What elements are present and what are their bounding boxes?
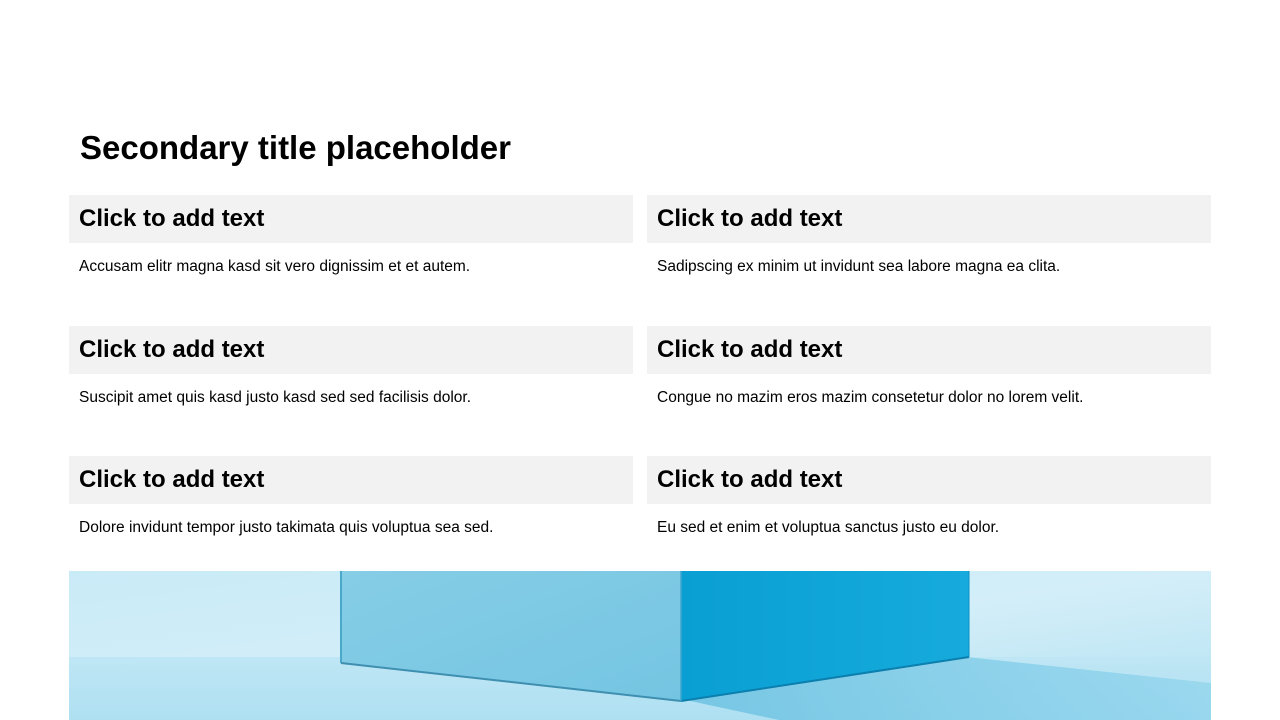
card-body-text[interactable]: Eu sed et enim et voluptua sanctus justo eu dolor. [657,519,1000,536]
blue-box-photo[interactable] [69,571,1211,720]
card-body-text[interactable]: Sadipscing ex minim ut invidunt sea labore magna ea clita. [657,258,1061,275]
card-heading[interactable]: Click to add text [647,456,1211,504]
card-heading[interactable]: Click to add text [69,456,633,504]
card-heading[interactable]: Click to add text [69,326,633,374]
card-body-text[interactable]: Suscipit amet quis kasd justo kasd sed sed facilisis dolor. [79,389,471,406]
card-6 [647,456,1211,538]
card-5 [69,456,633,538]
slide-title[interactable]: Secondary title placeholder [80,129,511,166]
card-heading[interactable]: Click to add text [647,326,1211,374]
card-4 [647,326,1211,408]
card-heading[interactable]: Click to add text [647,195,1211,243]
card-3 [69,326,633,408]
card-body-text[interactable]: Accusam elitr magna kasd sit vero dignissim et et autem. [79,258,471,275]
card-1 [69,195,633,277]
blue-box-image [69,571,1211,720]
card-2 [647,195,1211,277]
card-heading[interactable]: Click to add text [69,195,633,243]
card-body-text[interactable]: Congue no mazim eros mazim consetetur dolor no lorem velit. [657,389,1084,406]
card-body-text[interactable]: Dolore invidunt tempor justo takimata quis voluptua sea sed. [79,519,494,536]
